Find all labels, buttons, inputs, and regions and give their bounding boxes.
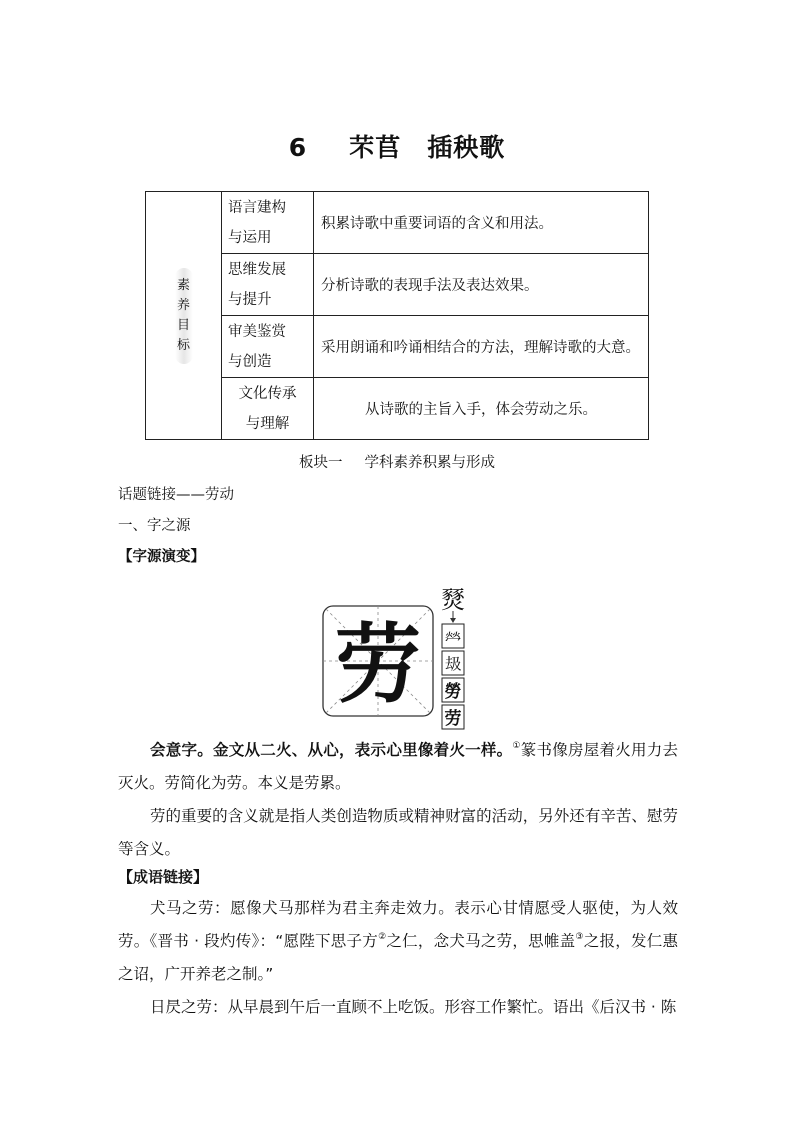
goal-dimension: 思维发展 与提升: [222, 254, 314, 316]
goals-side-label: 素 养 目 标: [175, 268, 193, 364]
table-row: [146, 192, 649, 254]
evolution-stage-3: 勞: [444, 682, 462, 702]
footnote-mark: ①: [512, 741, 521, 751]
goal-description: 采用朗诵和吟诵相结合的方法，理解诗歌的大意。: [314, 316, 649, 378]
meaning-paragraph: 劳的重要的含义就是指人类创造物质或精神财富的活动，另外还有辛苦、慰劳等含义。: [118, 807, 678, 858]
etymology-paragraph: 会意字。金文从二火、从心，表示心里像着火一样。①篆书像房屋着火用力去灭火。劳简化为劳。本义是劳累。: [118, 741, 678, 792]
table-row: [146, 316, 649, 378]
block-heading: 板块一 学科素养积累与形成: [299, 455, 495, 471]
evolution-stage-2: 𠫳: [444, 655, 462, 675]
goal-description: 分析诗歌的表现手法及表达效果。: [314, 254, 649, 316]
evolution-stage-1: 𤇾: [444, 628, 462, 648]
goal-description: 从诗歌的主旨入手，体会劳动之乐。: [314, 378, 649, 440]
goal-description: 积累诗歌中重要词语的含义和用法。: [314, 192, 649, 254]
idiom-paragraph-2: 日昃之劳：从早晨到午后一直顾不上吃饭。形容工作繁忙。语出《后汉书 · 陈: [150, 998, 677, 1016]
title-part2: 插秧歌: [427, 133, 506, 162]
goal-dimension: 文化传承 与理解: [222, 378, 314, 440]
main-character: 劳: [335, 614, 421, 715]
bronze-script-glyph: 燹: [441, 586, 465, 614]
character-evolution-figure: [322, 578, 472, 730]
idiom-heading: 【成语链接】: [118, 868, 209, 886]
lesson-title: [0, 128, 794, 164]
evolution-stage-4: 劳: [444, 709, 462, 729]
section-heading: 一、字之源: [118, 518, 191, 534]
evolution-heading: 【字源演变】: [118, 549, 205, 565]
goal-dimension: 审美鉴赏 与创造: [222, 316, 314, 378]
goal-dimension: 语言建构 与运用: [222, 192, 314, 254]
literacy-goals-table: [145, 191, 649, 440]
table-row: [146, 254, 649, 316]
goals-side-cell: [146, 192, 222, 440]
table-row: [146, 378, 649, 440]
etymology-bold: 会意字。金文从二火、从心，表示心里像着火一样。: [150, 741, 513, 759]
topic-link: 话题链接——劳动: [118, 487, 234, 503]
idiom-paragraph-1: 犬马之劳：愿像犬马那样为君主奔走效力。表示心甘情愿受人驱使，为人效劳。《晋书 · 段灼传》：“愿陛下思子方②之仁，念犬马之劳，思帷盖③之报，发仁惠之诏，广开养老之制。”: [118, 899, 678, 983]
title-part1: 芣苢: [349, 133, 402, 162]
lesson-number: 6: [288, 133, 308, 162]
